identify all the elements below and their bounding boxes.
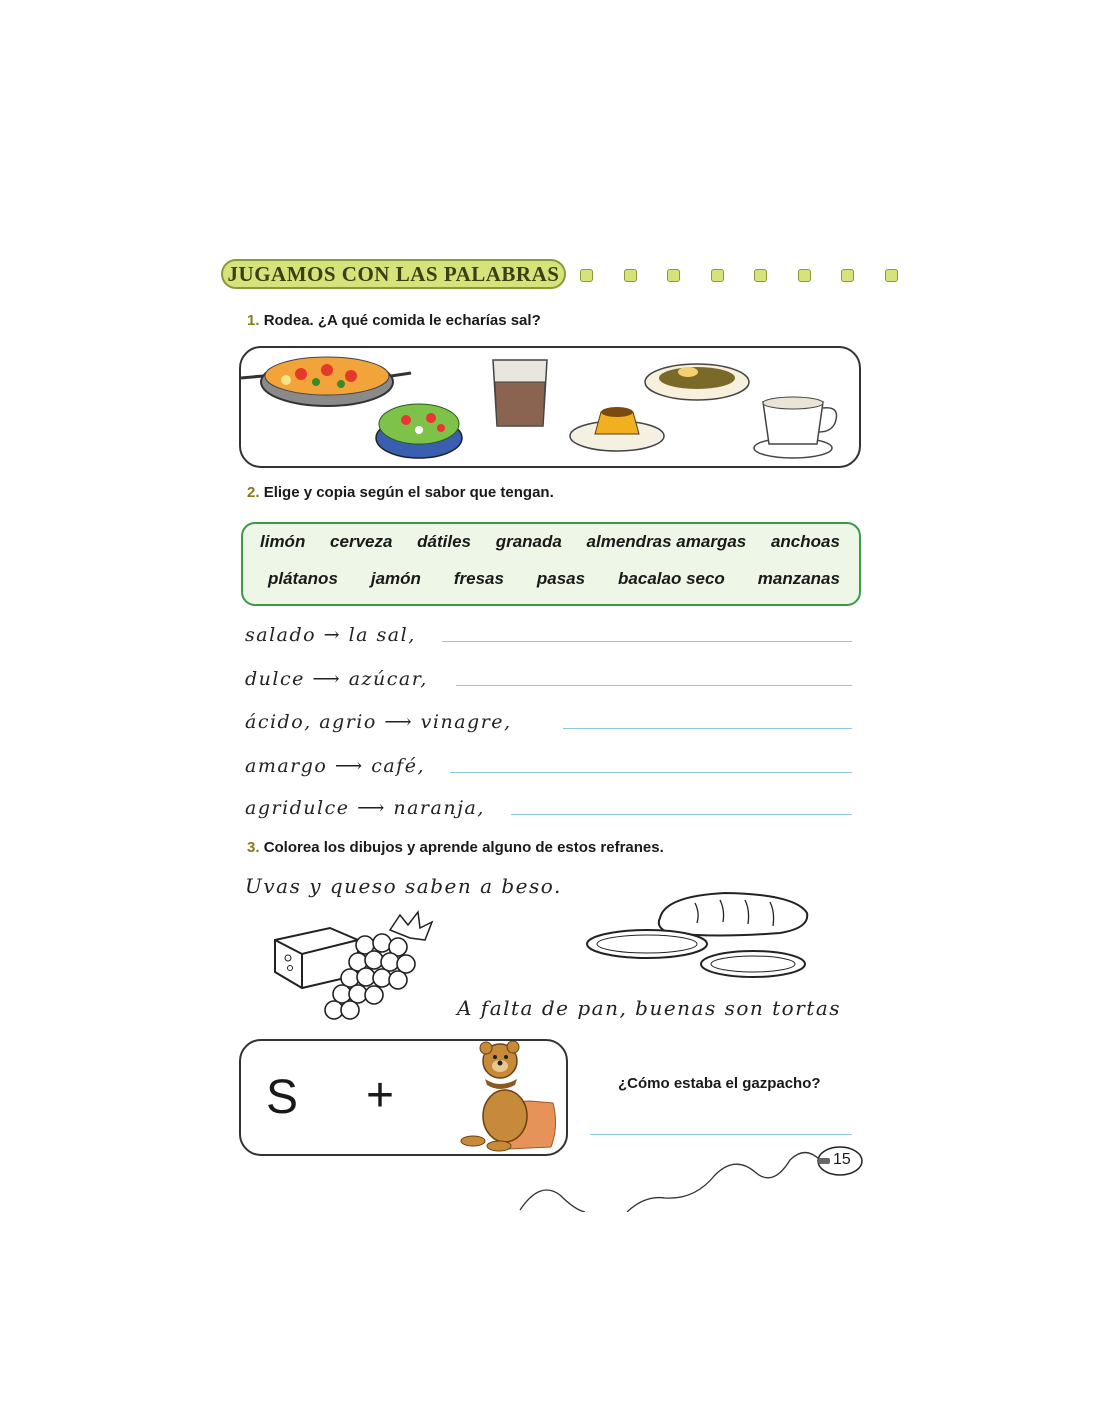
decor-square bbox=[798, 269, 811, 282]
decor-square bbox=[624, 269, 637, 282]
taste-example: café, bbox=[371, 755, 425, 777]
lentil-plate-icon bbox=[645, 364, 749, 400]
taste-line-agridulce bbox=[245, 797, 485, 819]
arrow-icon: ⟶ bbox=[384, 711, 414, 733]
riddle-plus: + bbox=[366, 1069, 395, 1122]
taste-line-dulce bbox=[245, 668, 428, 690]
question-number: 2. bbox=[247, 484, 260, 501]
taste-example: azúcar, bbox=[348, 668, 428, 690]
word-item: bacalao seco bbox=[618, 569, 725, 588]
answer-line[interactable] bbox=[442, 641, 852, 642]
food-illustrations bbox=[241, 348, 859, 466]
question-3 bbox=[247, 839, 664, 856]
decor-square bbox=[885, 269, 898, 282]
word-item: fresas bbox=[453, 569, 504, 588]
food-pictures-box bbox=[239, 346, 861, 468]
taste-label: agridulce bbox=[245, 797, 350, 819]
question-text: Colorea los dibujos y aprende alguno de estos refranes. bbox=[263, 839, 664, 856]
word-item: plátanos bbox=[268, 569, 338, 588]
word-item: pasas bbox=[536, 569, 586, 588]
answer-line[interactable] bbox=[511, 814, 852, 815]
bear-icon bbox=[455, 1041, 563, 1153]
arrow-icon: ⟶ bbox=[312, 668, 342, 690]
decor-square bbox=[711, 269, 724, 282]
riddle-letter: S bbox=[266, 1071, 299, 1124]
taste-label: ácido, agrio bbox=[245, 711, 377, 733]
question-1 bbox=[247, 312, 541, 329]
question-2 bbox=[247, 484, 554, 501]
taste-line-salado bbox=[245, 624, 416, 646]
word-item: dátiles bbox=[417, 532, 471, 551]
word-bank-row-2 bbox=[268, 569, 840, 589]
word-item: cerveza bbox=[330, 532, 393, 551]
arrow-icon: → bbox=[323, 624, 342, 646]
decor-square bbox=[754, 269, 767, 282]
decor-square bbox=[841, 269, 854, 282]
taste-label: amargo bbox=[245, 755, 328, 777]
paella-icon bbox=[241, 357, 411, 406]
word-item: almendras amargas bbox=[586, 532, 747, 551]
taste-label: dulce bbox=[245, 668, 305, 690]
bread-tortas-drawing[interactable] bbox=[585, 888, 815, 983]
taste-line-acido bbox=[245, 711, 512, 733]
answer-line[interactable] bbox=[456, 685, 852, 686]
refran-1: Uvas y queso saben a beso. bbox=[245, 874, 562, 898]
taste-example: la sal, bbox=[348, 624, 416, 646]
cable-decoration bbox=[515, 1140, 865, 1212]
word-item: manzanas bbox=[757, 569, 840, 588]
riddle-question: ¿Cómo estaba el gazpacho? bbox=[618, 1075, 821, 1092]
flan-icon bbox=[570, 407, 664, 451]
word-item: jamón bbox=[370, 569, 421, 588]
cheese-grapes-drawing[interactable] bbox=[270, 910, 440, 1025]
word-item: anchoas bbox=[770, 532, 840, 551]
page-number: 15 bbox=[833, 1151, 851, 1168]
answer-line[interactable] bbox=[450, 772, 852, 773]
word-item: limón bbox=[260, 532, 306, 551]
refran-2: A falta de pan, buenas son tortas bbox=[457, 996, 842, 1020]
chocolate-glass-icon bbox=[493, 360, 547, 426]
taste-example: vinagre, bbox=[420, 711, 512, 733]
taste-line-amargo bbox=[245, 755, 425, 777]
word-bank-row-1 bbox=[260, 532, 840, 552]
arrow-icon: ⟶ bbox=[357, 797, 386, 819]
question-number: 3. bbox=[247, 839, 260, 856]
taste-label: salado bbox=[245, 624, 317, 646]
section-title: JUGAMOS CON LAS PALABRAS bbox=[227, 262, 560, 286]
word-item: granada bbox=[495, 532, 562, 551]
question-text: Rodea. ¿A qué comida le echarías sal? bbox=[263, 312, 541, 329]
answer-line[interactable] bbox=[563, 728, 852, 729]
salad-icon bbox=[376, 404, 462, 458]
decor-square bbox=[667, 269, 680, 282]
taste-example: naranja, bbox=[393, 797, 485, 819]
question-number: 1. bbox=[247, 312, 260, 329]
arrow-icon: ⟶ bbox=[334, 755, 364, 777]
decor-square bbox=[580, 269, 593, 282]
coffee-cup-icon bbox=[754, 397, 837, 458]
question-text: Elige y copia según el sabor que tengan. bbox=[263, 484, 554, 501]
answer-line[interactable] bbox=[590, 1134, 852, 1135]
